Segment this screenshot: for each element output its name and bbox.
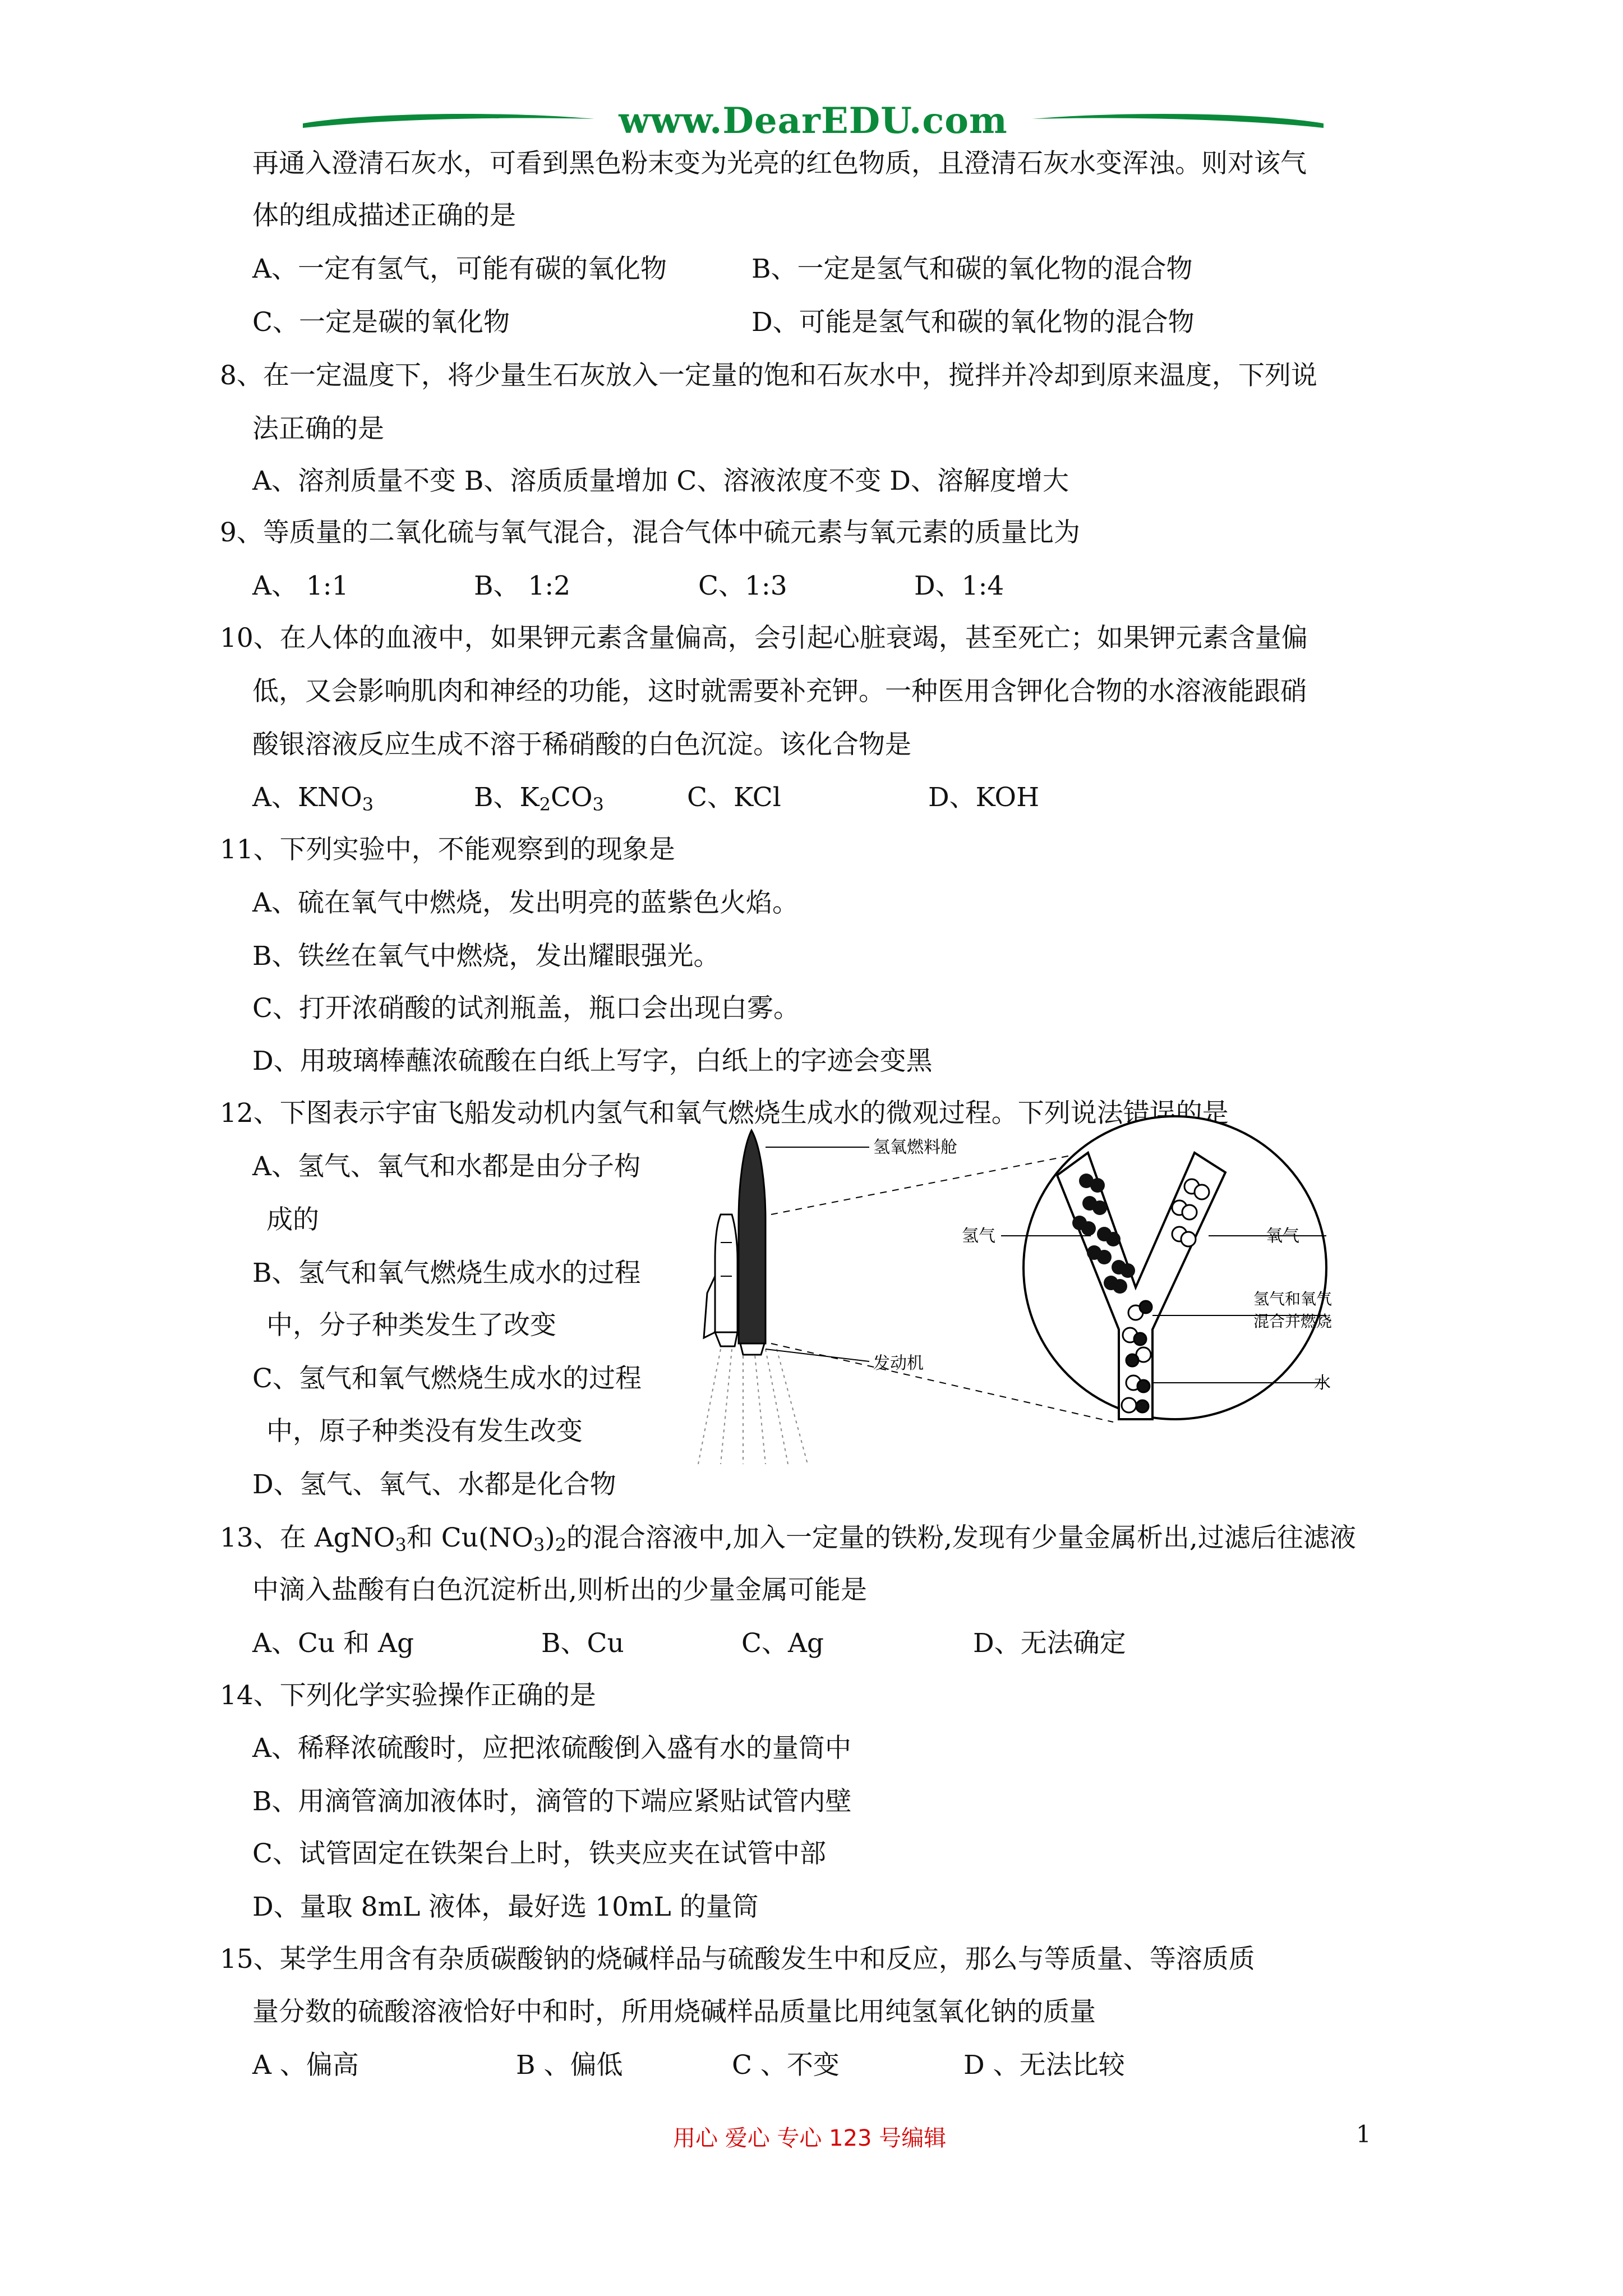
q14-option-c: C、试管固定在铁架台上时，铁夹应夹在试管中部 (252, 1838, 826, 1869)
q10-option-a: A、$KNO_3$ (252, 782, 374, 815)
space-shuttle-icon (704, 1130, 766, 1355)
q12-option-c-2: 中，原子种类没有发生改变 (266, 1416, 583, 1447)
q15-line-2: 量分数的硫酸溶液恰好中和时，所用烧碱样品质量比用纯氢氧化钠的质量 (252, 1996, 1096, 2027)
q14-option-a: A、稀释浓硫酸时，应把浓硫酸倒入盛有水的量筒中 (252, 1733, 851, 1764)
q11-option-b: B、铁丝在氧气中燃烧，发出耀眼强光。 (252, 941, 720, 972)
q12-option-b-1: B、氢气和氧气燃烧生成水的过程 (252, 1258, 641, 1289)
footer-editor-note: 用心 爱心 专心 123 号编辑 (673, 2125, 947, 2151)
left-swoosh-icon (303, 111, 594, 130)
q13-option-d: D、无法确定 (973, 1628, 1126, 1659)
label-mix-1: 氢气和氧气 (1253, 1290, 1332, 1308)
q15-option-c: C 、不变 (732, 2050, 840, 2081)
q13-option-a: A、Cu 和 Ag (252, 1628, 414, 1659)
q8-options: A、溶剂质量不变 B、溶质质量增加 C、溶液浓度不变 D、溶解度增大 (252, 466, 1069, 496)
site-logo-text: www.DearEDU.com (619, 100, 1008, 142)
exhaust-plume-icon (698, 1349, 808, 1464)
q10-line-1: 10、在人体的血液中，如果钾元素含量偏高，会引起心脏衰竭，甚至死亡；如果钾元素含量偏 (220, 623, 1308, 654)
q11-option-d: D、用玻璃棒蘸浓硫酸在白纸上写字，白纸上的字迹会变黑 (252, 1046, 933, 1076)
q11-line-1: 11、下列实验中，不能观察到的现象是 (220, 834, 675, 865)
q10-option-b: B、$K_2CO_3$ (474, 782, 604, 815)
q15-option-d: D 、无法比较 (963, 2050, 1125, 2081)
q12-option-a-1: A、氢气、氧气和水都是由分子构 (252, 1151, 640, 1182)
q11-option-c: C、打开浓硝酸的试剂瓶盖，瓶口会出现白雾。 (252, 993, 800, 1024)
label-mix-2: 混合并燃烧 (1253, 1312, 1332, 1331)
q7-option-d: D、可能是氢气和碳的氧化物的混合物 (751, 307, 1195, 338)
label-engine: 发动机 (873, 1354, 924, 1373)
q9-option-a: A、 1:1 (252, 570, 349, 601)
q10-option-c: C、KCl (687, 782, 781, 813)
label-water: 水 (1314, 1373, 1331, 1393)
q7-option-b: B、一定是氢气和碳的氧化物的混合物 (751, 254, 1193, 284)
page-number: 1 (1356, 2120, 1371, 2148)
q9-option-b: B、 1:2 (474, 570, 571, 601)
right-swoosh-icon (1032, 111, 1324, 130)
header-banner (303, 100, 1324, 150)
q8-line-1: 8、在一定温度下，将少量生石灰放入一定量的饱和石灰水中，搅拌并冷却到原来温度，下列说 (220, 360, 1317, 391)
q14-option-d: D、量取 8mL 液体，最好选 10mL 的量筒 (252, 1892, 759, 1922)
label-hydrogen: 氢气 (962, 1226, 995, 1246)
rocket-reaction-figure (687, 1108, 1338, 1467)
q12-option-b-2: 中，分子种类发生了改变 (266, 1310, 556, 1341)
q10-option-d: D、KOH (928, 782, 1040, 813)
q15-line-1: 15、某学生用含有杂质碳酸钠的烧碱样品与硫酸发生中和反应，那么与等质量、等溶质质 (220, 1944, 1255, 1975)
q12-option-d: D、氢气、氧气、水都是化合物 (252, 1469, 616, 1500)
q9-option-c: C、1:3 (698, 570, 787, 601)
q7-option-a: A、一定有氢气，可能有碳的氧化物 (252, 254, 667, 284)
label-fuel-tank: 氢氧燃料舱 (873, 1138, 957, 1157)
q12-option-a-2: 成的 (266, 1204, 319, 1235)
q14-option-b: B、用滴管滴加液体时，滴管的下端应紧贴试管内壁 (252, 1786, 852, 1817)
q15-option-b: B 、偏低 (516, 2050, 623, 2081)
q12-option-c-1: C、氢气和氧气燃烧生成水的过程 (252, 1363, 642, 1394)
q8-line-2: 法正确的是 (252, 413, 384, 444)
q13-line-2: 中滴入盐酸有白色沉淀析出,则析出的少量金属可能是 (252, 1575, 867, 1605)
q13-option-c: C、Ag (741, 1628, 824, 1659)
q13-line-1: 13、在 AgNO$_3$和 $Cu(NO_3)_2$的混合溶液中,加入一定量的铁粉,发现有少量金属析出,过滤后往滤液 (220, 1522, 1356, 1556)
q7-line-1: 再通入澄清石灰水，可看到黑色粉末变为光亮的红色物质，且澄清石灰水变浑浊。则对该气 (252, 148, 1307, 179)
q9-line-1: 9、等质量的二氧化硫与氧气混合，混合气体中硫元素与氧元素的质量比为 (220, 517, 1080, 548)
q13-option-b: B、Cu (541, 1628, 624, 1659)
q9-option-d: D、1:4 (914, 570, 1004, 601)
q14-line-1: 14、下列化学实验操作正确的是 (220, 1680, 596, 1711)
q12-line-1: 12、下图表示宇宙飞船发动机内氢气和氧气燃烧生成水的微观过程。下列说法错误的是 (220, 1098, 1229, 1129)
q11-option-a: A、硫在氧气中燃烧，发出明亮的蓝紫色火焰。 (252, 887, 799, 918)
q7-line-2: 体的组成描述正确的是 (252, 200, 516, 231)
label-oxygen: 氧气 (1266, 1226, 1299, 1246)
q10-line-2: 低，又会影响肌肉和神经的功能，这时就需要补充钾。一种医用含钾化合物的水溶液能跟硝 (252, 676, 1307, 707)
q10-line-3: 酸银溶液反应生成不溶于稀硝酸的白色沉淀。该化合物是 (252, 729, 911, 760)
q7-option-c: C、一定是碳的氧化物 (252, 307, 510, 338)
q15-option-a: A 、偏高 (252, 2050, 359, 2081)
